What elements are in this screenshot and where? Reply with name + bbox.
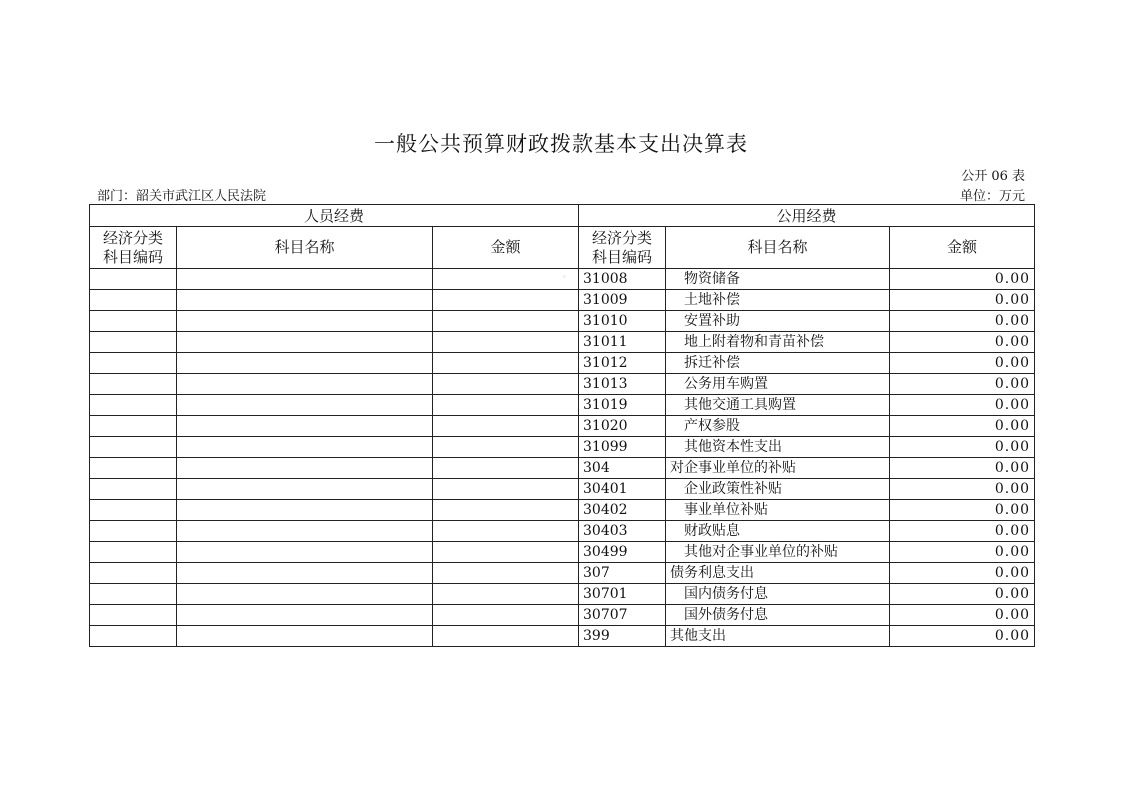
personnel-name-cell	[177, 626, 433, 647]
table-body	[90, 269, 1035, 647]
personnel-amount-cell	[433, 374, 579, 395]
public-code-cell: 31013	[579, 374, 666, 395]
personnel-name-cell	[177, 500, 433, 521]
table-row	[90, 374, 1035, 395]
table-row	[90, 542, 1035, 563]
public-amount-cell: 0.00	[890, 395, 1035, 416]
personnel-code-cell	[90, 332, 177, 353]
personnel-code-cell	[90, 374, 177, 395]
public-name-cell: 事业单位补贴	[666, 500, 890, 521]
public-code-cell: 31011	[579, 332, 666, 353]
personnel-name-header: 科目名称	[177, 227, 433, 269]
public-amount-cell: 0.00	[890, 542, 1035, 563]
personnel-code-cell	[90, 521, 177, 542]
public-name-cell: 土地补偿	[666, 290, 890, 311]
public-amount-cell: 0.00	[890, 374, 1035, 395]
table-row	[90, 584, 1035, 605]
personnel-name-cell	[177, 605, 433, 626]
public-name-cell: 其他支出	[666, 626, 890, 647]
personnel-name-cell	[177, 311, 433, 332]
public-code-cell: 31019	[579, 395, 666, 416]
table-row	[90, 626, 1035, 647]
table-row	[90, 353, 1035, 374]
expenditure-table	[89, 204, 1035, 647]
personnel-code-cell	[90, 458, 177, 479]
table-row	[90, 605, 1035, 626]
personnel-name-cell	[177, 563, 433, 584]
public-code-cell: 31012	[579, 353, 666, 374]
personnel-code-cell	[90, 269, 177, 290]
personnel-code-cell	[90, 437, 177, 458]
public-name-cell: 债务利息支出	[666, 563, 890, 584]
public-name-cell: 地上附着物和青苗补偿	[666, 332, 890, 353]
public-amount-cell: 0.00	[890, 416, 1035, 437]
public-code-cell: 30499	[579, 542, 666, 563]
table-row	[90, 311, 1035, 332]
unit-label: 单位：万元	[959, 189, 1025, 204]
table-row	[90, 332, 1035, 353]
public-code-cell: 30403	[579, 521, 666, 542]
public-name-cell: 对企事业单位的补贴	[666, 458, 890, 479]
personnel-name-cell	[177, 332, 433, 353]
code-header-line1: 经济分类	[592, 228, 653, 247]
table-row	[90, 521, 1035, 542]
table-row	[90, 290, 1035, 311]
personnel-code-cell	[90, 395, 177, 416]
personnel-amount-cell	[433, 500, 579, 521]
public-amount-cell: 0.00	[890, 605, 1035, 626]
personnel-amount-cell	[433, 563, 579, 584]
personnel-amount-cell	[433, 437, 579, 458]
public-name-cell: 国外债务付息	[666, 605, 890, 626]
watermark: ·	[547, 264, 581, 289]
public-amount-cell: 0.00	[890, 269, 1035, 290]
public-amount-cell: 0.00	[890, 500, 1035, 521]
public-code-cell: 307	[579, 563, 666, 584]
public-amount-cell: 0.00	[890, 563, 1035, 584]
public-name-cell: 物资储备	[666, 269, 890, 290]
personnel-code-cell	[90, 416, 177, 437]
personnel-name-cell	[177, 542, 433, 563]
personnel-code-cell	[90, 626, 177, 647]
table-row	[90, 458, 1035, 479]
public-code-cell: 399	[579, 626, 666, 647]
public-amount-cell: 0.00	[890, 458, 1035, 479]
public-amount-cell: 0.00	[890, 584, 1035, 605]
public-amount-header: 金额	[890, 227, 1035, 269]
table-row	[90, 563, 1035, 584]
public-code-cell: 30701	[579, 584, 666, 605]
public-name-header: 科目名称	[666, 227, 890, 269]
personnel-amount-cell	[433, 311, 579, 332]
personnel-amount-cell	[433, 353, 579, 374]
public-name-cell: 企业政策性补贴	[666, 479, 890, 500]
personnel-amount-cell	[433, 269, 579, 290]
personnel-name-cell	[177, 479, 433, 500]
public-code-cell: 31020	[579, 416, 666, 437]
department-label: 部门：韶关市武江区人民法院	[97, 189, 267, 204]
public-name-cell: 国内债务付息	[666, 584, 890, 605]
personnel-code-cell	[90, 500, 177, 521]
public-amount-cell: 0.00	[890, 353, 1035, 374]
personnel-amount-cell	[433, 479, 579, 500]
personnel-code-cell	[90, 542, 177, 563]
personnel-name-cell	[177, 290, 433, 311]
public-code-cell: 31099	[579, 437, 666, 458]
personnel-amount-cell	[433, 542, 579, 563]
public-name-cell: 其他交通工具购置	[666, 395, 890, 416]
page-title: 一般公共预算财政拨款基本支出决算表	[374, 132, 748, 156]
personnel-code-cell	[90, 563, 177, 584]
public-code-cell: 31008	[579, 269, 666, 290]
table-row	[90, 479, 1035, 500]
personnel-amount-cell	[433, 395, 579, 416]
public-amount-cell: 0.00	[890, 311, 1035, 332]
personnel-expense-header: 人员经费	[90, 205, 579, 227]
form-number: 公开 06 表	[961, 169, 1025, 184]
personnel-amount-cell	[433, 605, 579, 626]
public-code-header	[579, 227, 666, 269]
personnel-name-cell	[177, 374, 433, 395]
public-code-cell: 30401	[579, 479, 666, 500]
personnel-code-cell	[90, 584, 177, 605]
personnel-amount-cell	[433, 458, 579, 479]
personnel-code-cell	[90, 311, 177, 332]
personnel-code-header	[90, 227, 177, 269]
public-name-cell: 财政贴息	[666, 521, 890, 542]
public-name-cell: 安置补助	[666, 311, 890, 332]
personnel-amount-cell	[433, 521, 579, 542]
personnel-name-cell	[177, 269, 433, 290]
public-name-cell: 其他对企事业单位的补贴	[666, 542, 890, 563]
code-header-line2: 科目编码	[102, 247, 163, 266]
public-name-cell: 拆迁补偿	[666, 353, 890, 374]
table-row	[90, 395, 1035, 416]
public-amount-cell: 0.00	[890, 290, 1035, 311]
personnel-code-cell	[90, 353, 177, 374]
public-code-cell: 30707	[579, 605, 666, 626]
table-row	[90, 416, 1035, 437]
public-code-cell: 30402	[579, 500, 666, 521]
public-amount-cell: 0.00	[890, 521, 1035, 542]
table-column-header-row	[90, 227, 1035, 269]
public-code-cell: 31009	[579, 290, 666, 311]
personnel-amount-header: 金额	[433, 227, 579, 269]
personnel-code-cell	[90, 479, 177, 500]
public-code-cell: 31010	[579, 311, 666, 332]
code-header-line2: 科目编码	[592, 247, 653, 266]
table-row	[90, 269, 1035, 290]
public-expense-header: 公用经费	[579, 205, 1035, 227]
personnel-name-cell	[177, 437, 433, 458]
personnel-amount-cell	[433, 626, 579, 647]
public-name-cell: 产权参股	[666, 416, 890, 437]
table-row	[90, 500, 1035, 521]
personnel-amount-cell	[433, 416, 579, 437]
public-amount-cell: 0.00	[890, 626, 1035, 647]
personnel-name-cell	[177, 584, 433, 605]
public-name-cell: 其他资本性支出	[666, 437, 890, 458]
public-amount-cell: 0.00	[890, 479, 1035, 500]
personnel-name-cell	[177, 458, 433, 479]
personnel-amount-cell	[433, 332, 579, 353]
public-code-cell: 304	[579, 458, 666, 479]
personnel-name-cell	[177, 416, 433, 437]
personnel-name-cell	[177, 395, 433, 416]
public-amount-cell: 0.00	[890, 437, 1035, 458]
table-group-header-row	[90, 205, 1035, 227]
personnel-amount-cell	[433, 584, 579, 605]
code-header-line1: 经济分类	[102, 228, 163, 247]
public-name-cell: 公务用车购置	[666, 374, 890, 395]
public-amount-cell: 0.00	[890, 332, 1035, 353]
table-row	[90, 437, 1035, 458]
personnel-code-cell	[90, 605, 177, 626]
personnel-name-cell	[177, 353, 433, 374]
personnel-name-cell	[177, 521, 433, 542]
personnel-code-cell	[90, 290, 177, 311]
personnel-amount-cell	[433, 290, 579, 311]
